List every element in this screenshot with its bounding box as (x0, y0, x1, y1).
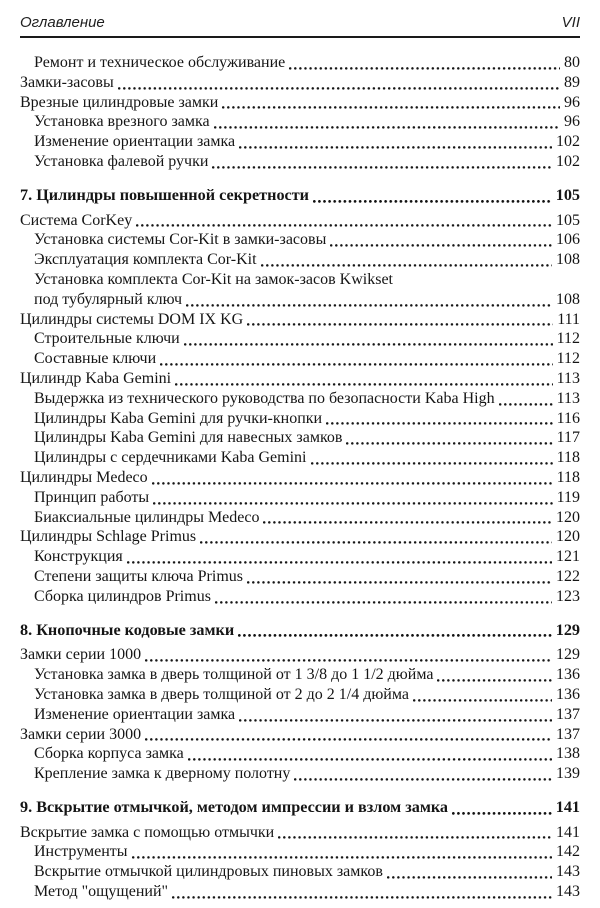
dot-leader (309, 186, 556, 206)
toc-entry-title: Установка комплекта Cor-Kit на замок-засов Kwikset (34, 270, 393, 288)
toc-entry (20, 705, 580, 725)
toc-chapter-entry (20, 186, 580, 206)
toc-entry (20, 842, 580, 862)
toc-entry-title: Вскрытие замка с помощью отмычки (20, 823, 275, 841)
dot-leader (274, 823, 556, 843)
toc-entry-page: 117 (556, 429, 580, 447)
toc-entry (20, 645, 580, 665)
toc-chapter-entry (20, 621, 580, 641)
dot-leader (196, 527, 556, 547)
toc-entry (20, 685, 580, 705)
dot-leader (235, 132, 556, 152)
dot-leader (123, 547, 556, 567)
dot-leader (495, 389, 557, 409)
dot-leader (171, 369, 556, 389)
toc-entry-page: 105 (555, 185, 580, 204)
toc-entry-title: под тубулярный ключ (34, 290, 183, 308)
toc-entry-page: 123 (556, 587, 580, 605)
toc-entry-page: 120 (556, 528, 580, 546)
toc-entry-page: 108 (556, 290, 580, 308)
toc-entry (20, 250, 580, 270)
dot-leader (383, 862, 556, 882)
toc-entry-title: Цилиндры Kaba Gemini для навесных замков (34, 429, 343, 447)
toc-entry-title: Установка врезного замка (34, 113, 210, 131)
toc-entry-page: 116 (556, 409, 580, 427)
toc-entry-page: 143 (556, 883, 580, 901)
toc-entry (20, 587, 580, 607)
toc-entry-title: Строительные ключи (34, 330, 180, 348)
toc-entry-title: Установка системы Cor-Kit в замки-засовы (34, 231, 327, 249)
toc-entry-page: 136 (556, 685, 580, 703)
toc-entry-title: Метод "ощущений" (34, 883, 169, 901)
toc-entry (20, 290, 580, 310)
toc-entry-page: 121 (556, 548, 580, 566)
toc-entry-page: 113 (556, 389, 580, 407)
toc-entry-page: 102 (556, 133, 580, 151)
toc-entry-title: Врезные цилиндровые замки (20, 93, 219, 111)
toc-entry (20, 310, 580, 330)
toc-entry-title: Вскрытие отмычкой цилиндровых пиновых замков (34, 863, 383, 881)
toc-entry-title: Выдержка из технического руководства по безопасности Kaba High (34, 389, 495, 407)
toc-entry-page: 142 (556, 843, 580, 861)
toc-entry-page: 136 (556, 666, 580, 684)
dot-leader (182, 290, 556, 310)
toc-entry (20, 428, 580, 448)
toc-entry-page: 112 (556, 350, 580, 368)
dot-leader (322, 409, 557, 429)
toc-entry-page: 137 (556, 705, 580, 723)
toc-entry-page: 122 (556, 567, 580, 585)
toc-list (20, 53, 580, 902)
toc-entry-page: 96 (564, 113, 580, 131)
toc-entry-title: Крепление замка к дверному полотну (34, 765, 291, 783)
toc-entry (20, 468, 580, 488)
toc-entry-page: 129 (555, 620, 580, 639)
toc-entry (20, 349, 580, 369)
toc-entry (20, 744, 580, 764)
dot-leader (235, 705, 556, 725)
toc-entry-page: 143 (556, 863, 580, 881)
toc-entry (20, 369, 580, 389)
dot-leader (149, 488, 556, 508)
toc-entry-page: 118 (556, 468, 580, 486)
running-header (20, 14, 580, 38)
toc-entry (20, 93, 580, 113)
toc-entry-title: Сборка корпуса замка (34, 745, 184, 763)
toc-entry-title: Инструменты (34, 843, 128, 861)
dot-leader (234, 621, 556, 641)
toc-entry-title: Степени защиты ключа Primus (34, 567, 243, 585)
toc-entry-page: 111 (557, 310, 580, 328)
dot-leader (218, 93, 564, 113)
toc-entry (20, 764, 580, 784)
dot-leader (342, 428, 556, 448)
toc-entry (20, 409, 580, 429)
toc-entry-page: 141 (555, 797, 580, 816)
toc-entry-title: Цилиндр Kaba Gemini (20, 369, 172, 387)
toc-entry-title: Цилиндры Kaba Gemini для ручки-кнопки (34, 409, 323, 427)
dot-leader (448, 798, 556, 818)
dot-leader (132, 211, 556, 231)
toc-entry-title: 9. Вскрытие отмычкой, методом импрессии и взлом замка (20, 797, 449, 816)
toc-entry-title: Сборка цилиндров Primus (34, 587, 211, 605)
header-section-title: Оглавление (20, 14, 105, 31)
dot-leader (168, 882, 556, 902)
toc-entry (20, 329, 580, 349)
toc-entry-title: Составные ключи (34, 350, 157, 368)
toc-entry-title: Установка фалевой ручки (34, 152, 209, 170)
toc-entry-title: Система CorKey (20, 211, 133, 229)
toc-entry (20, 567, 580, 587)
toc-entry (20, 508, 580, 528)
dot-leader (243, 567, 556, 587)
dot-leader (285, 53, 564, 73)
toc-entry-title: Конструкция (34, 548, 123, 566)
toc-entry-page: 112 (556, 330, 580, 348)
dot-leader (433, 665, 556, 685)
toc-entry (20, 547, 580, 567)
toc-entry-title: Замки серии 3000 (20, 725, 142, 743)
toc-entry (20, 73, 580, 93)
dot-leader (409, 685, 556, 705)
toc-entry-title: Цилиндры Schlage Primus (20, 528, 197, 546)
toc-entry-title: Установка замка в дверь толщиной от 1 3/8 до 1 1/2 дюйма (34, 666, 434, 684)
dot-leader (180, 329, 557, 349)
dot-leader (141, 645, 556, 665)
toc-entry-title: Изменение ориентации замка (34, 705, 236, 723)
toc-entry (20, 270, 580, 290)
toc-entry-title: Принцип работы (34, 488, 150, 506)
toc-entry-page: 141 (556, 823, 580, 841)
dot-leader (114, 73, 564, 93)
toc-entry (20, 882, 580, 902)
toc-entry-title: Цилиндры системы DOM IX KG (20, 310, 244, 328)
toc-entry-page: 139 (556, 765, 580, 783)
dot-leader (210, 112, 564, 132)
toc-entry-title: Изменение ориентации замка (34, 133, 236, 151)
toc-entry-title: Замки-засовы (20, 73, 114, 91)
toc-entry-title: 7. Цилиндры повышенной секретности (20, 185, 310, 204)
toc-entry-page: 80 (564, 54, 580, 71)
toc-entry-page: 129 (556, 646, 580, 664)
toc-entry-page: 108 (556, 251, 580, 269)
toc-entry (20, 53, 580, 73)
dot-leader (326, 230, 556, 250)
dot-leader (128, 842, 556, 862)
toc-entry-title: Установка замка в дверь толщиной от 2 до 2 1/4 дюйма (34, 685, 409, 703)
toc-entry (20, 448, 580, 468)
toc-entry-title: 8. Кнопочные кодовые замки (20, 620, 235, 639)
dot-leader (259, 508, 556, 528)
toc-entry-page: 96 (564, 93, 580, 111)
toc-entry-page: 120 (556, 508, 580, 526)
dot-leader (243, 310, 557, 330)
dot-leader (208, 152, 556, 172)
toc-entry-page: 119 (556, 488, 580, 506)
toc-entry-page: 137 (556, 725, 580, 743)
toc-entry (20, 527, 580, 547)
toc-entry-title: Биаксиальные цилиндры Medeco (34, 508, 260, 526)
toc-entry-title: Замки серии 1000 (20, 646, 142, 664)
toc-entry (20, 725, 580, 745)
toc-entry (20, 230, 580, 250)
toc-entry (20, 211, 580, 231)
toc-entry (20, 152, 580, 172)
dot-leader (184, 744, 556, 764)
toc-entry-title: Ремонт и техническое обслуживание (34, 54, 286, 71)
toc-entry-title: Эксплуатация комплекта Cor-Kit (34, 251, 257, 269)
toc-entry (20, 823, 580, 843)
toc-entry-page: 113 (556, 369, 580, 387)
dot-leader (211, 587, 556, 607)
toc-entry-page: 102 (556, 152, 580, 170)
dot-leader (156, 349, 556, 369)
dot-leader (141, 725, 556, 745)
toc-entry (20, 389, 580, 409)
toc-chapter-entry (20, 798, 580, 818)
toc-entry (20, 862, 580, 882)
toc-entry (20, 488, 580, 508)
toc-entry-page: 118 (556, 449, 580, 467)
toc-entry (20, 665, 580, 685)
header-page-number: VII (561, 14, 580, 31)
toc-entry-page: 106 (556, 231, 580, 249)
toc-entry-page: 138 (556, 745, 580, 763)
toc-entry (20, 132, 580, 152)
dot-leader (257, 250, 556, 270)
toc-entry-page: 105 (556, 211, 580, 229)
dot-leader (148, 468, 557, 488)
toc-entry-title: Цилиндры Medeco (20, 468, 148, 486)
dot-leader (307, 448, 557, 468)
toc-entry-title: Цилиндры с сердечниками Kaba Gemini (34, 449, 307, 467)
toc-entry (20, 112, 580, 132)
dot-leader (290, 764, 556, 784)
toc-entry-page: 89 (564, 73, 580, 91)
